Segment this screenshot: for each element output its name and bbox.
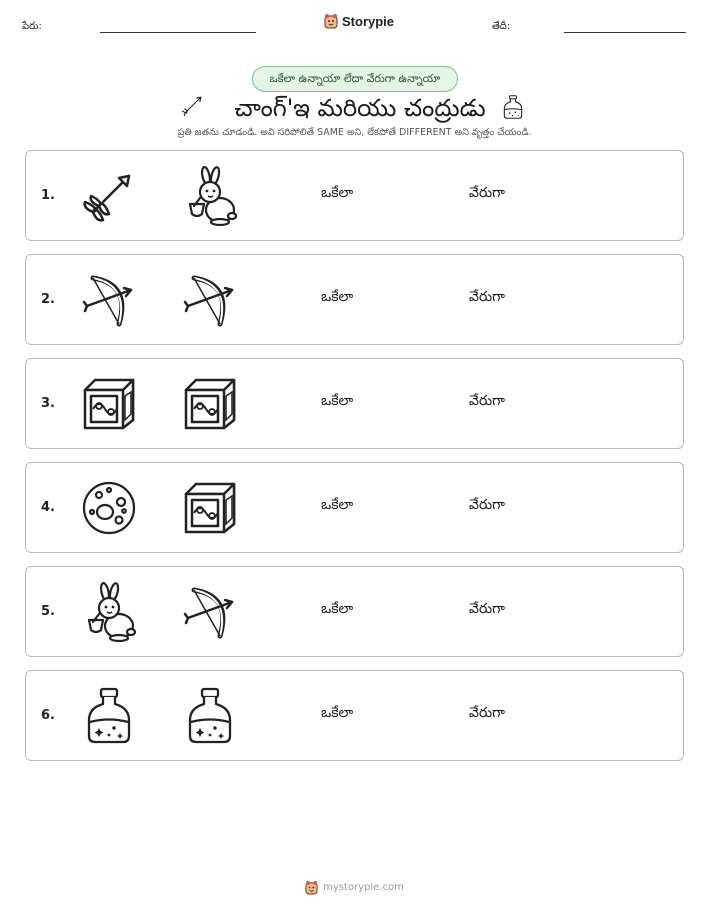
question-row-4 <box>25 462 684 553</box>
footer <box>0 880 709 895</box>
chest-icon <box>180 478 240 538</box>
different-option[interactable]: వేరుగా <box>469 393 505 409</box>
question-number: 2. <box>41 292 55 307</box>
bow-icon <box>180 582 240 642</box>
same-option[interactable]: ఒకేలా <box>321 497 354 513</box>
question-row-6 <box>25 670 684 761</box>
rabbit-icon <box>79 582 139 642</box>
arrow-icon <box>178 92 208 118</box>
different-option[interactable]: వేరుగా <box>469 497 505 513</box>
storypie-mascot-icon <box>324 13 338 29</box>
footer-url[interactable]: mystorypie.com <box>323 882 404 893</box>
same-option[interactable]: ఒకేలా <box>321 601 354 617</box>
different-option[interactable]: వేరుగా <box>469 601 505 617</box>
arrow-icon <box>79 166 139 226</box>
potion-icon <box>180 686 240 746</box>
worksheet-tag: ఒకేలా ఉన్నాయా లేదా వేరుగా ఉన్నాయా <box>252 66 458 92</box>
potion-icon <box>500 91 526 123</box>
same-option[interactable]: ఒకేలా <box>321 705 354 721</box>
question-number: 4. <box>41 500 55 515</box>
same-option[interactable]: ఒకేలా <box>321 289 354 305</box>
same-option[interactable]: ఒకేలా <box>321 393 354 409</box>
chest-icon <box>79 374 139 434</box>
date-label: తేదీ: <box>492 21 511 32</box>
instructions-text: ప్రతి జతను చూడండి. అవి సరిపోలితే SAME అని, లేకపోతే DIFFERENT అని వృత్తం చేయండి. <box>177 127 532 138</box>
question-row-3 <box>25 358 684 449</box>
question-number: 6. <box>41 708 55 723</box>
question-number: 1. <box>41 188 55 203</box>
bow-icon <box>79 270 139 330</box>
storypie-logo <box>324 13 394 29</box>
potion-icon <box>79 686 139 746</box>
storypie-mascot-icon <box>305 880 318 895</box>
different-option[interactable]: వేరుగా <box>469 185 505 201</box>
name-line[interactable] <box>100 32 256 33</box>
name-label: పేరు: <box>22 21 42 32</box>
different-option[interactable]: వేరుగా <box>469 289 505 305</box>
question-number: 3. <box>41 396 55 411</box>
date-line[interactable] <box>564 32 686 33</box>
moon-icon <box>79 478 139 538</box>
question-number: 5. <box>41 604 55 619</box>
chest-icon <box>180 374 240 434</box>
different-option[interactable]: వేరుగా <box>469 705 505 721</box>
question-row-1 <box>25 150 684 241</box>
logo-text: Storypie <box>342 13 395 29</box>
same-option[interactable]: ఒకేలా <box>321 185 354 201</box>
worksheet-title: చాంగ్'ఇ మరియు చంద్రుడు <box>234 94 486 122</box>
question-row-5 <box>25 566 684 657</box>
bow-icon <box>180 270 240 330</box>
rabbit-icon <box>180 166 240 226</box>
question-row-2 <box>25 254 684 345</box>
